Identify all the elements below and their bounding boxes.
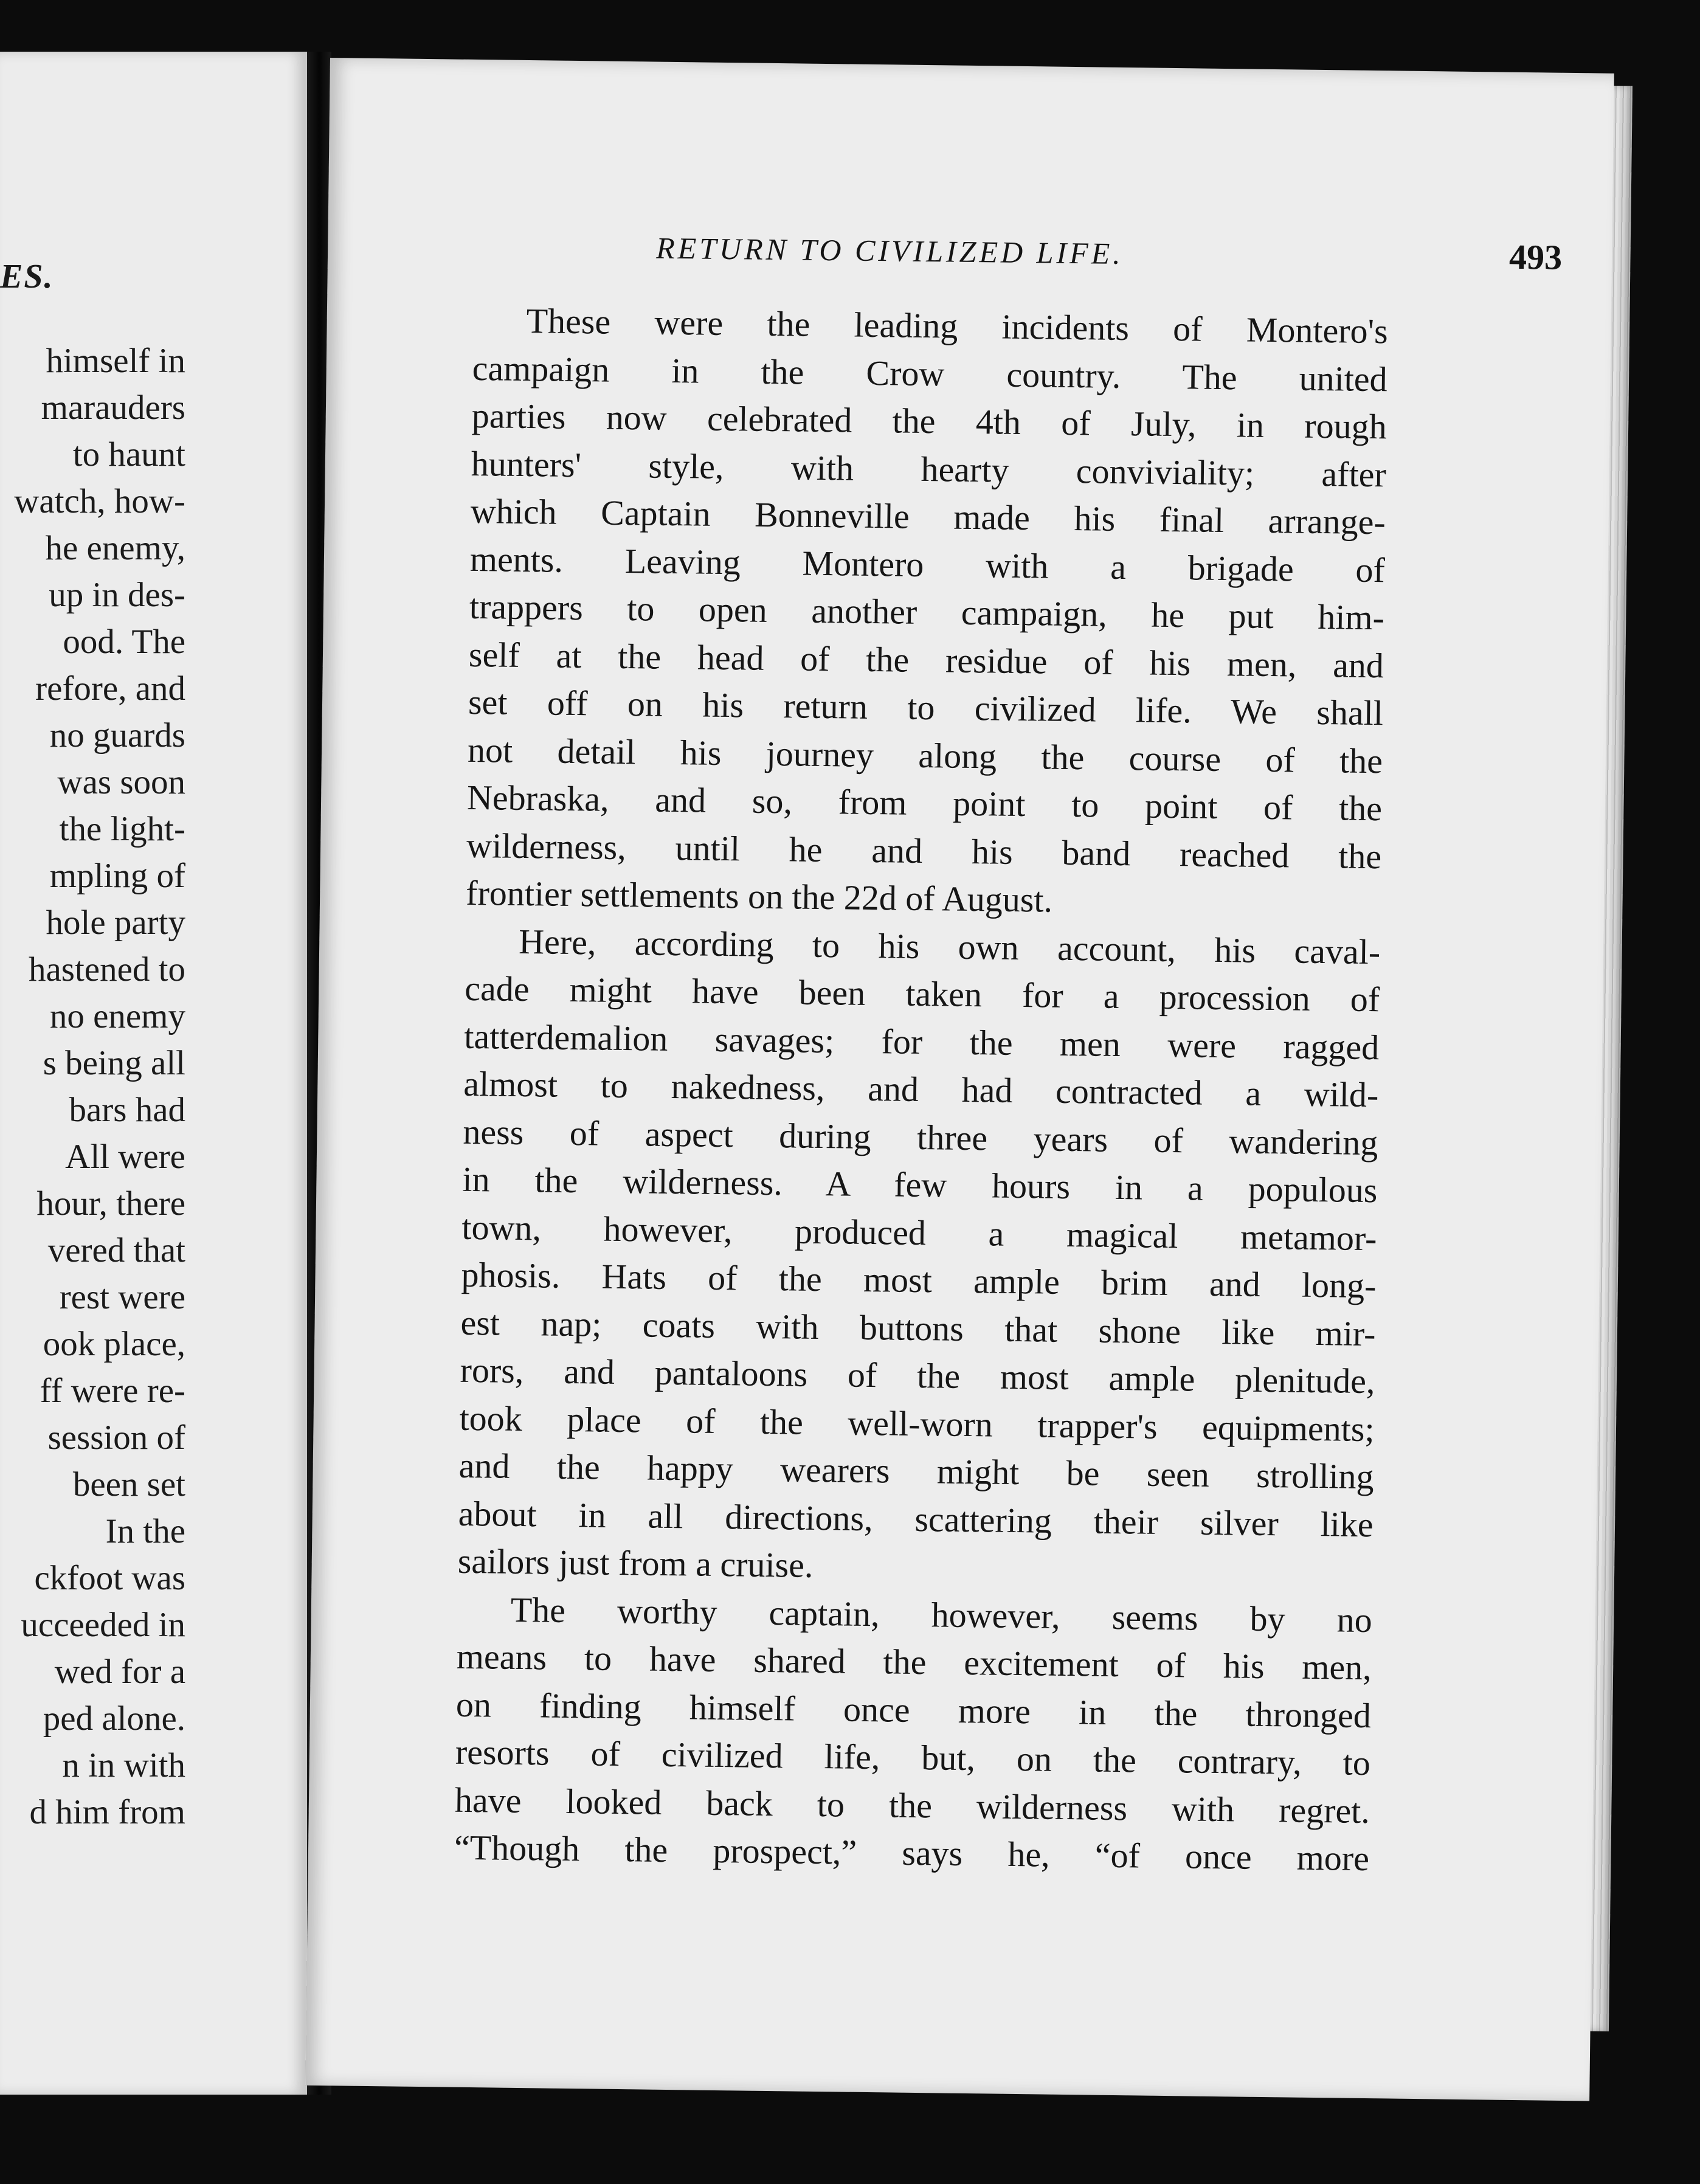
left-line: n in with xyxy=(62,1746,185,1785)
left-line: ckfoot was xyxy=(34,1559,185,1597)
body-line: rors, and pantaloons of the most ample plenitude, xyxy=(460,1350,1375,1401)
body-line: means to have shared the excitement of his men, xyxy=(456,1636,1372,1688)
left-line: ucceeded in xyxy=(21,1606,185,1644)
left-line: In the xyxy=(105,1512,185,1550)
left-line: hastened to xyxy=(28,950,185,989)
body-line: cade might have been taken for a procession of xyxy=(464,968,1380,1020)
left-line: himself in xyxy=(46,342,185,380)
body-line: Nebraska, and so, from point to point of the xyxy=(466,777,1383,829)
body-line: about in all directions, scattering their silver like xyxy=(458,1493,1374,1544)
body-line: and the happy wearers might be seen strolling xyxy=(458,1445,1375,1497)
body-text xyxy=(454,297,1389,1883)
left-line: to haunt xyxy=(72,435,185,474)
left-line: no guards xyxy=(49,716,185,755)
left-line: hole party xyxy=(46,904,185,942)
right-page xyxy=(305,58,1614,2101)
left-line: marauders xyxy=(41,389,185,427)
body-line: The worthy captain, however, seems by no xyxy=(510,1589,1373,1640)
left-line: hour, there xyxy=(36,1184,185,1223)
body-line: in the wilderness. A few hours in a populous xyxy=(462,1159,1378,1211)
left-line: mpling of xyxy=(49,857,185,895)
left-line: ff were re- xyxy=(40,1372,185,1410)
body-line: phosis. Hats of the most ample brim and long- xyxy=(461,1254,1377,1306)
body-line: hunters' style, with hearty conviviality; after xyxy=(471,443,1387,494)
left-line: d him from xyxy=(29,1793,185,1831)
body-line: Here, according to his own account, his caval- xyxy=(518,921,1381,972)
body-line: ness of aspect during three years of wandering xyxy=(463,1111,1378,1163)
left-line: up in des- xyxy=(49,576,185,614)
left-line: watch, how- xyxy=(14,482,185,520)
body-line: not detail his journey along the course of the xyxy=(467,730,1383,781)
left-line: refore, and xyxy=(35,669,185,708)
body-line: wilderness, until he and his band reached the xyxy=(466,825,1382,876)
body-line: which Captain Bonneville made his final arrange- xyxy=(470,491,1386,542)
body-line: ments. Leaving Montero with a brigade of xyxy=(469,539,1386,590)
left-line: ood. The xyxy=(63,623,185,661)
body-line: self at the head of the residue of his men, and xyxy=(468,634,1384,685)
page-number: 493 xyxy=(1508,237,1563,277)
body-line: “Though the prospect,” says he, “of once more xyxy=(454,1827,1370,1879)
body-line: sailors just from a cruise. xyxy=(457,1541,814,1585)
left-running-header-fragment: ES. xyxy=(0,258,54,295)
left-page-text xyxy=(0,337,185,1836)
body-line: almost to nakedness, and had contracted a wild- xyxy=(463,1063,1379,1115)
body-line: campaign in the Crow country. The united xyxy=(472,348,1388,399)
left-page xyxy=(0,52,307,2095)
body-line: have looked back to the wilderness with regret. xyxy=(454,1780,1370,1831)
body-line: on finding himself once more in the thronged xyxy=(455,1684,1372,1735)
left-line: rest were xyxy=(59,1278,185,1316)
body-line: tatterdemalion savages; for the men were ragged xyxy=(463,1016,1380,1067)
left-line: vered that xyxy=(47,1231,185,1270)
body-line: set off on his return to civilized life. We shall xyxy=(468,682,1384,733)
left-line: session of xyxy=(47,1419,185,1457)
body-line: frontier settlements on the 22d of August. xyxy=(465,873,1053,920)
body-line: took place of the well-worn trapper's equipments; xyxy=(459,1398,1375,1449)
left-line: All were xyxy=(65,1138,185,1176)
left-line: he enemy, xyxy=(45,529,185,567)
left-line: s being all xyxy=(43,1044,185,1082)
left-line: the light- xyxy=(59,810,185,848)
body-line: resorts of civilized life, but, on the contrary, to xyxy=(455,1732,1371,1783)
running-header-title: RETURN TO CIVILIZED LIFE. xyxy=(655,230,1124,271)
body-line: trappers to open another campaign, he put him- xyxy=(469,586,1385,638)
running-header xyxy=(656,226,1563,278)
body-line: parties now celebrated the 4th of July, in rough xyxy=(471,395,1387,447)
left-line: wed for a xyxy=(54,1653,185,1691)
left-line: bars had xyxy=(69,1091,185,1129)
body-line: town, however, produced a magical metamor- xyxy=(461,1207,1377,1258)
body-line: These were the leading incidents of Montero's xyxy=(526,300,1389,351)
left-line: ped alone. xyxy=(43,1699,185,1738)
body-line: est nap; coats with buttons that shone like mir- xyxy=(460,1302,1376,1353)
left-line: was soon xyxy=(57,763,185,801)
left-line: ook place, xyxy=(43,1325,185,1363)
left-line: been set xyxy=(72,1465,185,1504)
left-line: no enemy xyxy=(49,997,185,1035)
